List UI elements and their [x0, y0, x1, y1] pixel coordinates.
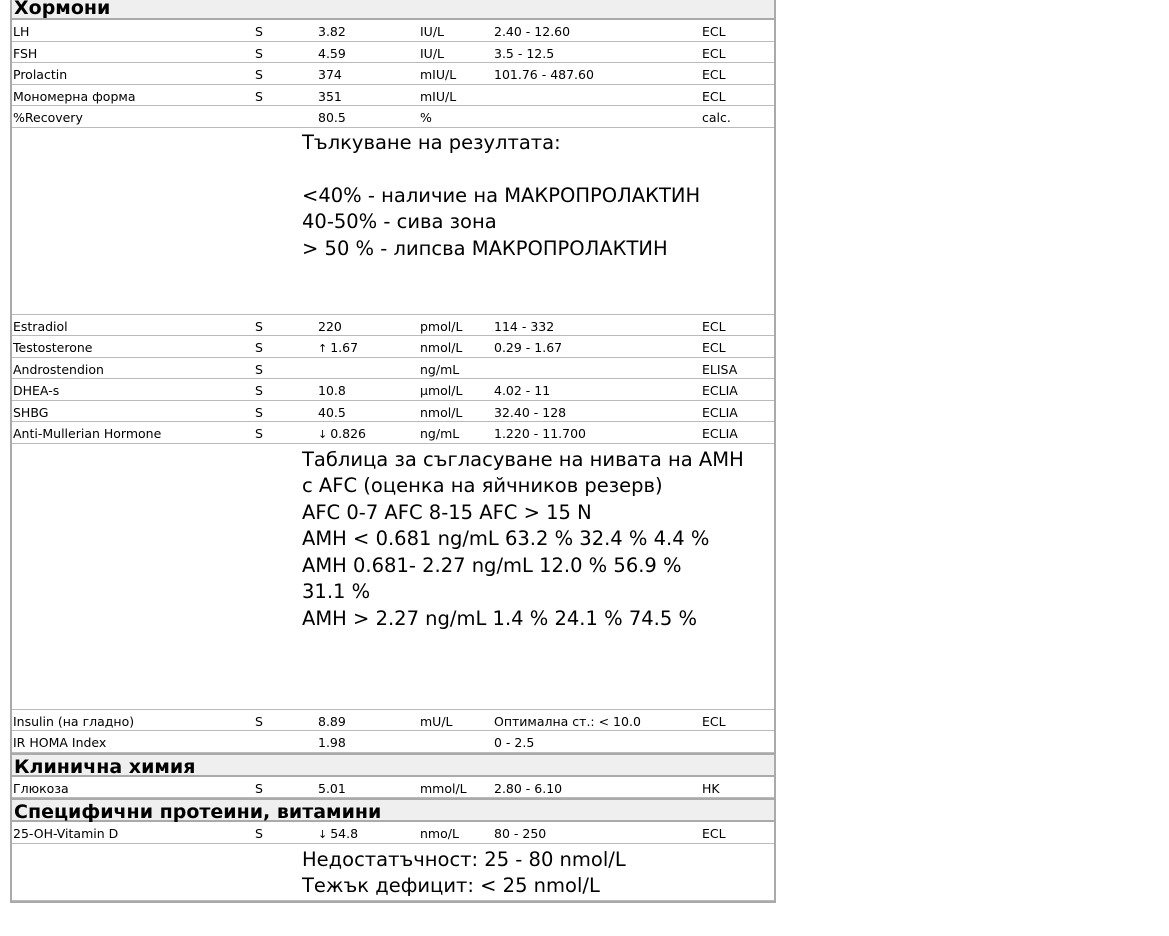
- test-name: Глюкоза: [13, 780, 69, 796]
- sample-type: S: [255, 426, 263, 441]
- test-name: IR HOMA Index: [13, 735, 107, 750]
- lab-results-sheet: [10, 0, 776, 903]
- result-value: 4.59: [318, 45, 346, 61]
- table-row: [12, 822, 774, 844]
- table-row: [12, 422, 774, 444]
- section-header: Клинична химия: [12, 753, 774, 777]
- unit: IU/L: [420, 45, 445, 61]
- method: ECLIA: [702, 404, 738, 420]
- note-line: с AFC (оценка на яйчников резерв): [302, 474, 663, 497]
- result-value: 80.5: [318, 110, 346, 125]
- interpretation-note: [12, 128, 774, 315]
- result-value: 3.82: [318, 24, 346, 39]
- result-value: 0.826: [330, 426, 367, 441]
- test-name: Insulin (на гладно): [13, 713, 135, 729]
- result-value: 10.8: [318, 383, 346, 398]
- reference-range: 80 - 250: [494, 826, 547, 841]
- unit: pmol/L: [420, 318, 463, 334]
- interpretation-note: [12, 844, 774, 901]
- test-name: Estradiol: [13, 318, 68, 334]
- sample-type: S: [255, 45, 263, 61]
- unit: %: [420, 110, 432, 125]
- result-value: 5.01: [318, 780, 346, 796]
- method: HK: [702, 780, 720, 796]
- reference-range: 114 - 332: [494, 318, 555, 334]
- result-value: 1.98: [318, 735, 346, 750]
- method: ELISA: [702, 361, 738, 377]
- sample-type: S: [255, 67, 263, 82]
- method: ECL: [702, 713, 726, 729]
- method: calc.: [702, 110, 731, 125]
- result-value: 1.67: [330, 340, 359, 355]
- unit: IU/L: [420, 24, 445, 39]
- note-line: AMH 0.681- 2.27 ng/mL 12.0 % 56.9 %: [302, 553, 682, 577]
- method: ECL: [702, 67, 726, 82]
- method: ECL: [702, 88, 726, 104]
- result-cell: [318, 826, 358, 841]
- table-row: [12, 20, 774, 42]
- sample-type: S: [255, 318, 263, 334]
- reference-range: 4.02 - 11: [494, 383, 551, 398]
- note-line: 31.1 %: [302, 580, 371, 603]
- result-value: 40.5: [318, 404, 346, 420]
- sample-type: S: [255, 340, 263, 355]
- note-line: Тълкуване на резултата:: [302, 130, 561, 154]
- method: ECL: [702, 826, 726, 841]
- unit: nmol/L: [420, 404, 463, 420]
- sample-type: S: [255, 88, 263, 104]
- method: ECL: [702, 45, 726, 61]
- arrow-down-icon: ↓: [318, 428, 328, 441]
- table-row: [12, 336, 774, 358]
- note-line: Тежък дефицит: < 25 nmol/L: [302, 874, 600, 897]
- method: ECL: [702, 318, 726, 334]
- method: ECLIA: [702, 383, 738, 398]
- table-row: [12, 731, 774, 753]
- note-line: Недостатъчност: 25 - 80 nmol/L: [302, 847, 626, 871]
- unit: mIU/L: [420, 67, 457, 82]
- table-row: [12, 42, 774, 64]
- result-value: 351: [318, 88, 342, 104]
- test-name: LH: [13, 24, 30, 39]
- result-value: 8.89: [318, 713, 346, 729]
- arrow-up-icon: ↑: [318, 342, 328, 355]
- reference-range: 32.40 - 128: [494, 404, 567, 420]
- reference-range: 1.220 - 11.700: [494, 426, 586, 441]
- unit: mmol/L: [420, 780, 467, 796]
- reference-range: 0 - 2.5: [494, 735, 535, 750]
- note-line: Таблица за съгласуване на нивата на AMH: [302, 447, 744, 471]
- reference-range: 2.40 - 12.60: [494, 24, 571, 39]
- sample-type: S: [255, 24, 263, 39]
- reference-range: 0.29 - 1.67: [494, 340, 563, 355]
- unit: ng/mL: [420, 361, 460, 377]
- note-line: [302, 156, 700, 183]
- note-text: [302, 847, 626, 900]
- note-line: AMH < 0.681 ng/mL 63.2 % 32.4 % 4.4 %: [302, 527, 710, 550]
- method: ECL: [702, 24, 726, 39]
- result-cell: [318, 340, 358, 355]
- result-value: 220: [318, 318, 342, 334]
- test-name: Мономерна форма: [13, 88, 136, 104]
- section-header: Хормони: [12, 0, 774, 20]
- result-value: 374: [318, 67, 342, 82]
- test-name: %Recovery: [13, 110, 83, 125]
- test-name: Prolactin: [13, 67, 68, 82]
- reference-range: 2.80 - 6.10: [494, 780, 563, 796]
- reference-range: 101.76 - 487.60: [494, 67, 594, 82]
- note-line: > 50 % - липсва МАКРОПРОЛАКТИН: [302, 236, 668, 260]
- sample-type: S: [255, 404, 263, 420]
- unit: nmol/L: [420, 340, 463, 355]
- note-line: <40% - наличие на МАКРОПРОЛАКТИН: [302, 183, 701, 207]
- note-text: [302, 130, 700, 263]
- sample-type: S: [255, 383, 263, 398]
- sample-type: S: [255, 361, 263, 377]
- unit: nmo/L: [420, 826, 459, 841]
- table-row: [12, 710, 774, 732]
- interpretation-note: [12, 444, 774, 710]
- note-line: AFC 0-7 AFC 8-15 AFC > 15 N: [302, 500, 592, 524]
- table-row: [12, 379, 774, 401]
- unit: µmol/L: [420, 383, 463, 398]
- table-row: [12, 63, 774, 85]
- arrow-down-icon: ↓: [318, 828, 328, 841]
- result-cell: [318, 426, 366, 441]
- table-row: [12, 401, 774, 423]
- unit: mIU/L: [420, 88, 457, 104]
- test-name: Anti-Mullerian Hormone: [13, 426, 162, 441]
- test-name: DHEA-s: [13, 383, 60, 398]
- table-row: [12, 315, 774, 337]
- note-line: AMH > 2.27 ng/mL 1.4 % 24.1 % 74.5 %: [302, 606, 697, 630]
- reference-range: 3.5 - 12.5: [494, 45, 555, 61]
- section-header: Специфични протеини, витамини: [12, 798, 774, 822]
- test-name: Androstendion: [13, 361, 104, 377]
- test-name: 25-OH-Vitamin D: [13, 826, 119, 841]
- unit: mU/L: [420, 713, 453, 729]
- test-name: FSH: [13, 45, 38, 61]
- note-text: [302, 447, 744, 633]
- table-row: [12, 106, 774, 128]
- table-row: [12, 85, 774, 107]
- test-name: SHBG: [13, 404, 49, 420]
- sample-type: S: [255, 826, 263, 841]
- test-name: Testosterone: [13, 340, 93, 355]
- sample-type: S: [255, 713, 263, 729]
- method: ECLIA: [702, 426, 738, 441]
- sample-type: S: [255, 780, 263, 796]
- note-line: 40-50% - сива зона: [302, 210, 497, 233]
- method: ECL: [702, 340, 726, 355]
- table-row: [12, 777, 774, 799]
- reference-range: Оптимална ст.: < 10.0: [494, 713, 641, 729]
- table-row: [12, 358, 774, 380]
- unit: ng/mL: [420, 426, 460, 441]
- result-value: 54.8: [330, 826, 359, 841]
